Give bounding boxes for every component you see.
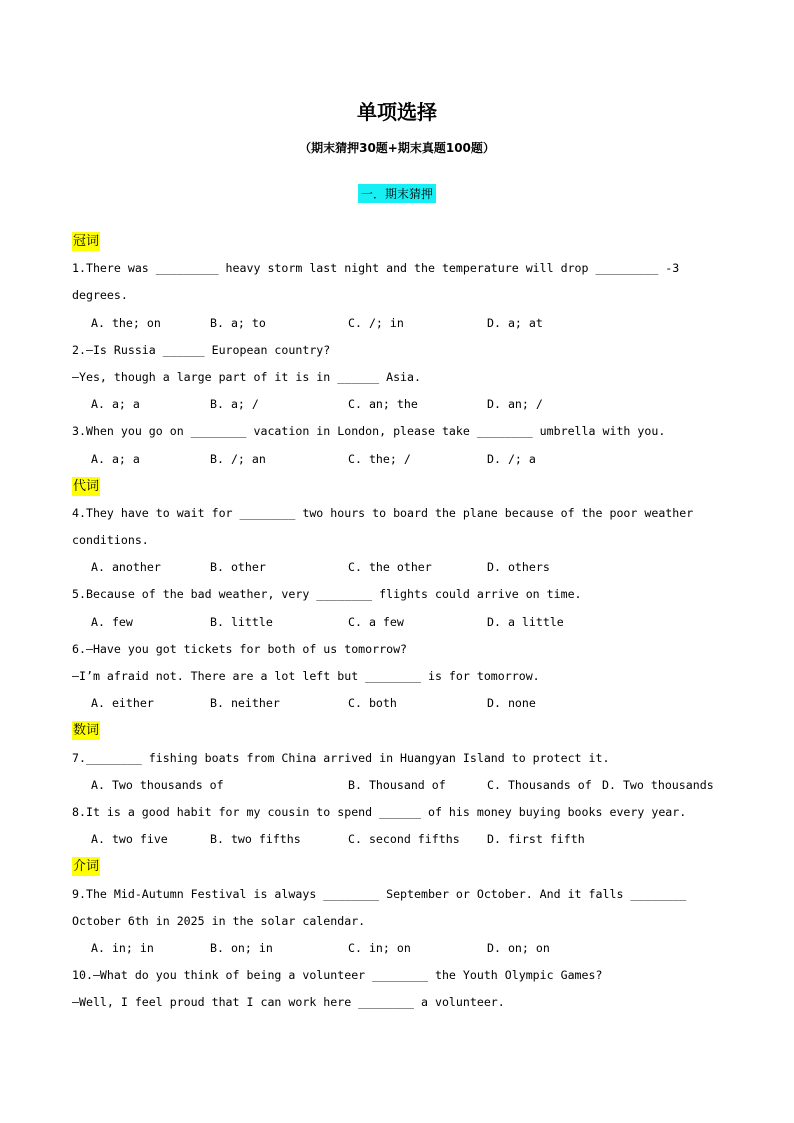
option-d: D. an; /	[487, 397, 543, 412]
option-a: A. Two thousands of	[91, 777, 224, 792]
option-c: C. a few	[348, 614, 404, 629]
option-c: C. an; the	[348, 397, 418, 412]
question-6-cont: —I’m afraid not. There are a lot left but ________ is for tomorrow.	[72, 669, 540, 683]
option-b: B. Thousand of	[348, 777, 446, 792]
option-b: B. on; in	[210, 940, 273, 955]
option-d: D. /; a	[487, 451, 536, 466]
question-7-options	[72, 772, 732, 799]
question-3: 3.When you go on ________ vacation in London, please take ________ umbrella with you.	[72, 424, 666, 439]
option-b: B. a; /	[210, 397, 259, 412]
question-8-options	[72, 826, 732, 853]
page-title: 单项选择	[357, 100, 437, 124]
page-subtitle: （期末猜押30题+期末真题100题）	[299, 141, 495, 155]
question-9: 9.The Mid-Autumn Festival is always ________ September or October. And it falls ________	[72, 886, 687, 901]
question-10: 10.—What do you think of being a volunteer ________ the Youth Olympic Games?	[72, 968, 603, 983]
option-d: D. first fifth	[487, 832, 585, 847]
option-d: D. on; on	[487, 940, 550, 955]
option-a: A. the; on	[91, 315, 161, 330]
option-d: D. Two thousands	[602, 777, 714, 792]
question-2-cont: —Yes, though a large part of it is in ______ Asia.	[72, 369, 422, 384]
question-10-cont: —Well, I feel proud that I can work here ________ a volunteer.	[72, 995, 505, 1010]
option-c: C. in; on	[348, 940, 411, 955]
option-d: D. a; at	[487, 315, 543, 330]
question-4: 4.They have to wait for ________ two hours to board the plane because of the poor weather	[72, 505, 694, 520]
option-c: C. both	[348, 696, 397, 711]
question-4-options	[72, 554, 732, 581]
question-1: 1.There was _________ heavy storm last night and the temperature will drop _________ -3	[72, 261, 680, 276]
option-d: D. none	[487, 696, 536, 711]
option-b: B. other	[210, 560, 266, 575]
option-d: D. others	[487, 560, 550, 575]
option-c: C. the other	[348, 560, 432, 575]
option-a: A. in; in	[91, 940, 154, 955]
category-article: 冠词	[73, 234, 100, 249]
option-a: A. either	[91, 696, 154, 711]
question-1-options	[72, 310, 732, 337]
question-list	[72, 228, 732, 1016]
option-b: B. two fifths	[210, 832, 301, 847]
question-5: 5.Because of the bad weather, very ________ flights could arrive on time.	[72, 587, 582, 602]
question-4-cont: conditions.	[72, 533, 149, 548]
option-a: A. two five	[91, 832, 168, 847]
option-c: C. the; /	[348, 451, 411, 466]
option-c: C. /; in	[348, 315, 404, 330]
category-preposition: 介词	[73, 859, 100, 875]
question-3-options	[72, 446, 732, 473]
category-numeral: 数词	[73, 723, 100, 739]
category-pronoun: 代词	[73, 478, 100, 494]
question-9-options	[72, 935, 732, 962]
option-a: A. few	[91, 614, 133, 629]
option-b: B. a; to	[210, 315, 266, 330]
option-a: A. another	[91, 560, 161, 575]
option-d: D. a little	[487, 614, 564, 629]
option-c: C. Thousands of	[487, 777, 592, 792]
question-6: 6.—Have you got tickets for both of us tomorrow?	[72, 641, 408, 656]
question-9-cont: October 6th in 2025 in the solar calendar.	[72, 913, 366, 928]
question-6-options	[72, 690, 732, 717]
section-heading: 一．期末猜押	[358, 184, 436, 203]
option-a: A. a; a	[91, 397, 140, 412]
option-b: B. neither	[210, 696, 280, 711]
question-7: 7.________ fishing boats from China arrived in Huangyan Island to protect it.	[72, 750, 610, 765]
question-5-options	[72, 609, 732, 636]
question-8: 8.It is a good habit for my cousin to spend ______ of his money buying books every year.	[72, 804, 687, 819]
question-1-cont: degrees.	[72, 288, 128, 303]
question-2-options	[72, 391, 732, 418]
option-c: C. second fifths	[348, 832, 460, 847]
option-b: B. little	[210, 614, 273, 629]
option-a: A. a; a	[91, 451, 140, 466]
option-b: B. /; an	[210, 451, 266, 466]
question-2: 2.—Is Russia ______ European country?	[72, 342, 331, 357]
